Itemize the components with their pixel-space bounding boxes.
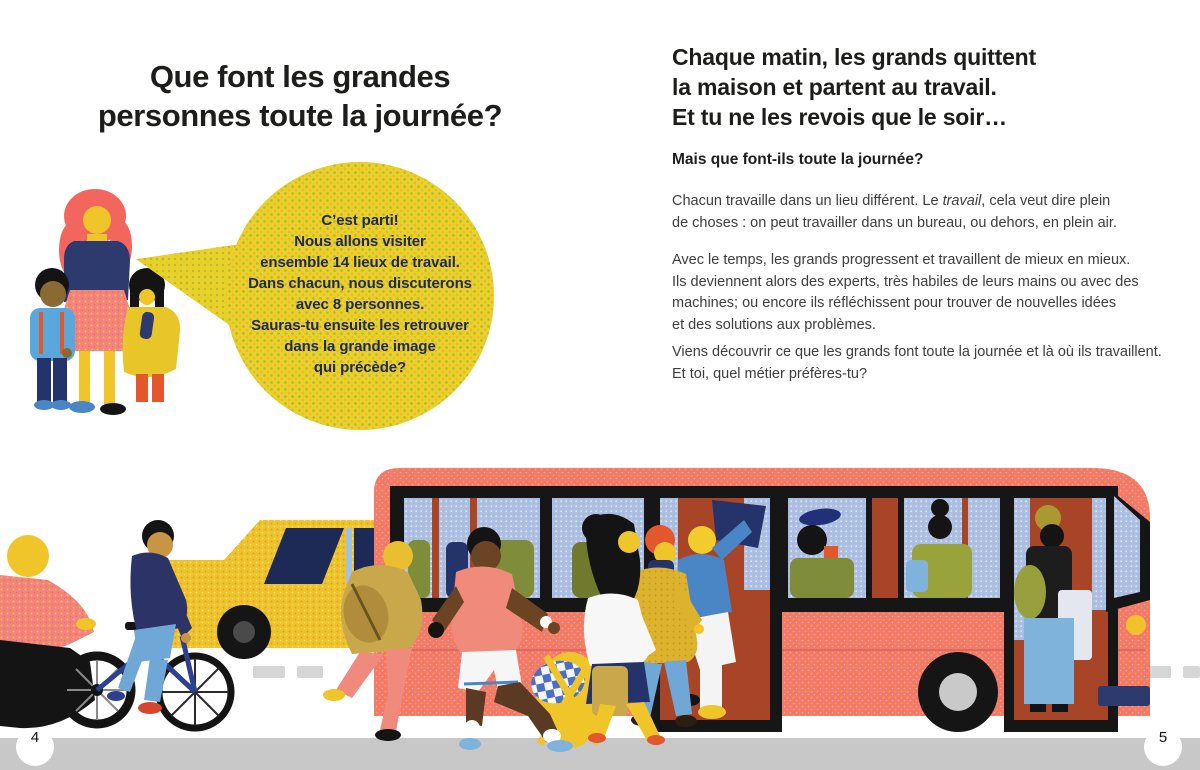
speech-bubble-line: ensemble 14 lieux de travail. <box>260 254 460 271</box>
paragraph-1 <box>672 191 1182 234</box>
street-scene-illustration <box>0 468 1200 770</box>
paragraph-3-line: Et toi, quel métier préfères-tu? <box>672 365 868 382</box>
speech-bubble-line: qui précède? <box>313 359 407 376</box>
girl-figure <box>123 268 180 402</box>
right-page-heading-line: Et tu ne les revois que le soir… <box>672 104 1007 130</box>
paragraph-2 <box>672 250 1182 336</box>
speech-bubble-text <box>226 210 494 378</box>
paragraph-3-line: Viens découvrir ce que les grands font toute la journée et là où ils travaillent. <box>672 344 1162 360</box>
page-number-right-circle <box>1144 728 1182 766</box>
speech-bubble-line: C’est parti! <box>321 212 399 229</box>
page-title-line: Que font les grandes <box>149 58 451 94</box>
speech-bubble-line: Sauras-tu ensuite les retrouver <box>251 317 469 334</box>
paragraph-1-line: Chacun travaille dans un lieu différent. Le travail, cela veut dire plein <box>672 193 1111 209</box>
bus-headlight <box>1126 615 1146 635</box>
speech-bubble <box>226 162 494 430</box>
paragraph-2-line: machines; ou encore ils réfléchissent pour trouver de nouvelles idées <box>672 295 1117 311</box>
page-number-left-circle <box>16 728 54 766</box>
speech-bubble-line: Dans chacun, nous discuterons <box>248 275 472 292</box>
speech-bubble-line: Nous allons visiter <box>294 233 426 250</box>
right-page-subheading: Mais que font-ils toute la journée? <box>672 151 924 168</box>
page-number-left: 4 <box>30 729 40 746</box>
speech-bubble-line: avec 8 personnes. <box>295 296 425 313</box>
boy-figure <box>30 268 75 410</box>
paragraph-3 <box>672 342 1182 385</box>
family-illustration <box>30 189 180 415</box>
right-page-heading-line: la maison et partent au travail. <box>672 74 997 100</box>
right-page-heading <box>672 42 1172 132</box>
italic-word: travail <box>942 193 982 209</box>
right-page-heading-line: Chaque matin, les grands quittent <box>672 44 1036 70</box>
page-title-line: personnes toute la journée? <box>97 97 503 133</box>
page-title <box>0 57 600 135</box>
mother-figure <box>59 189 136 415</box>
bus-bumper <box>1098 686 1150 706</box>
paragraph-1-line: de choses : on peut travailler dans un bureau, ou dehors, en plein air. <box>672 214 1117 231</box>
paragraph-2-line: et des solutions aux problèmes. <box>672 316 876 333</box>
page-number-right: 5 <box>1158 729 1168 746</box>
paragraph-2-line: Avec le temps, les grands progressent et travaillent de mieux en mieux. <box>672 252 1131 268</box>
paragraph-2-line: Ils deviennent alors des experts, très habiles de leurs mains ou avec des <box>672 273 1139 290</box>
speech-bubble-line: dans la grande image <box>284 338 436 355</box>
